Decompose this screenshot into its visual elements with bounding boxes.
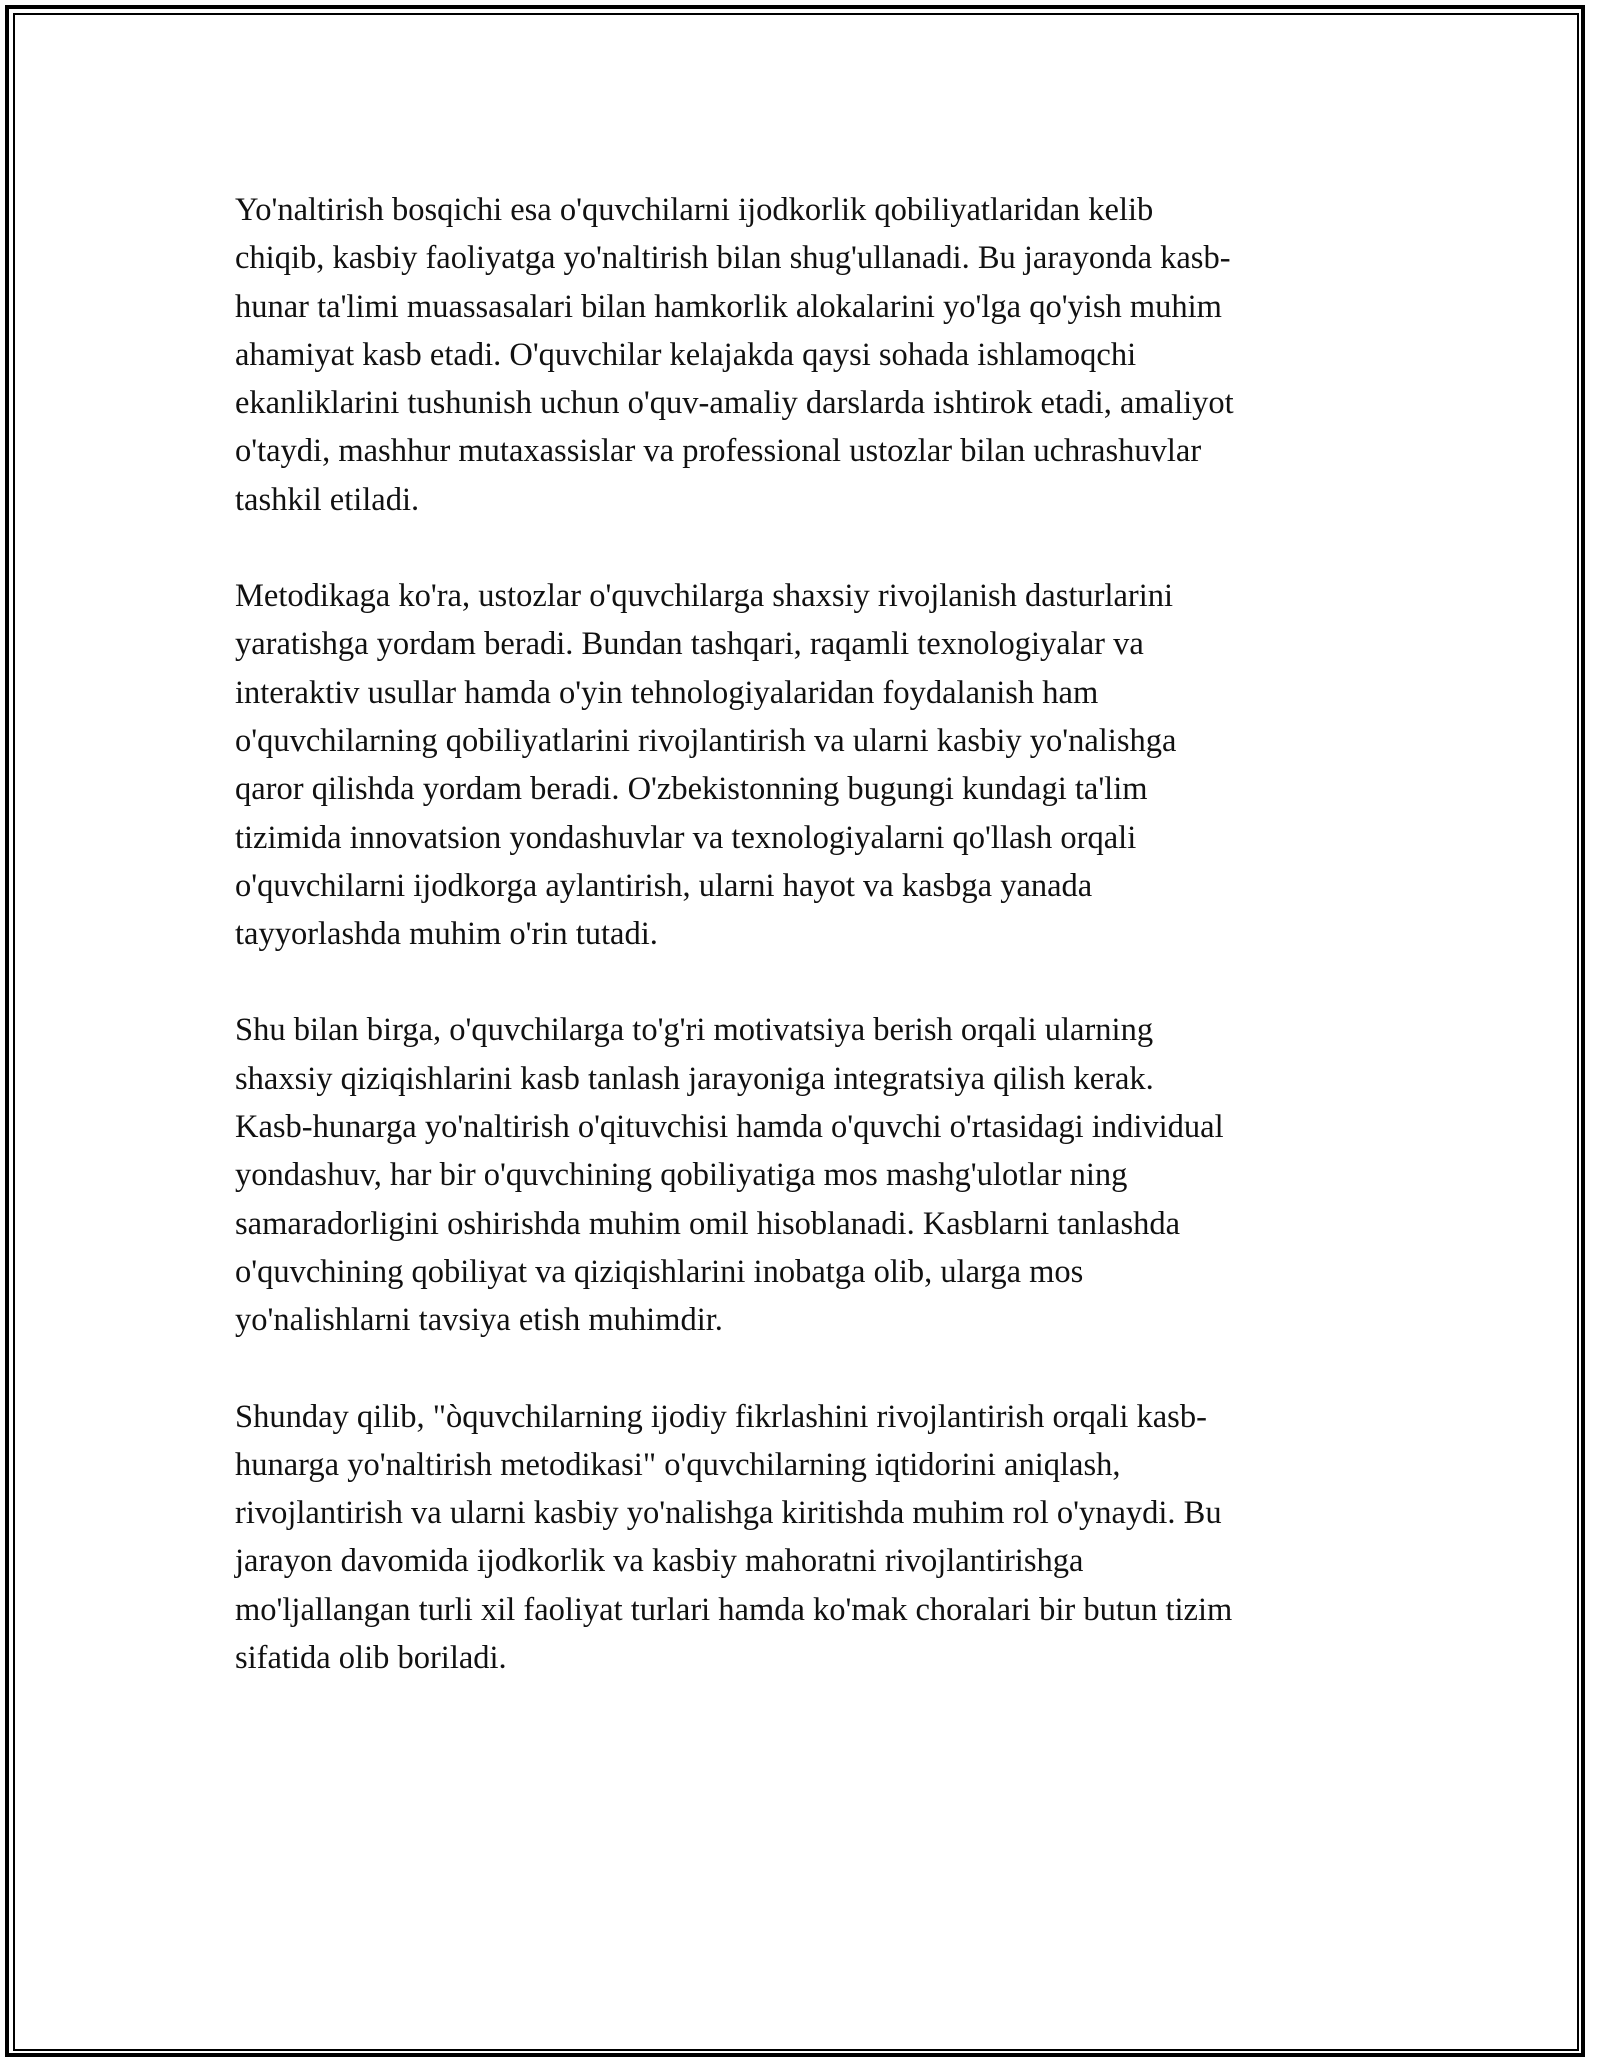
paragraph-1: Yo'naltirish bosqichi esa o'quvchilarni ijodkorlik qobiliyatlaridan kelib chiqib, kasbiy faoliyatga yo'naltirish bilan shug'ullanadi. Bu jarayonda kasb- hunar ta'limi muassasalari bilan hamkorlik alokalarini yo'lga qo'yish muhim ahamiyat kasb etadi. O'quvchilar kelajakda qaysi sohada ishlamoqchi ekanliklarini tushunish uchun o'quv-amaliy darslarda ishtirok etadi, amaliyot o'taydi, mashhur mutaxassislar va professional ustozlar bilan uchrashuvlar tashkil etiladi.: [235, 192, 1234, 518]
paragraph-4: Shunday qilib, "òquvchilarning ijodiy fikrlashini rivojlantirish orqali kasb- hunarga yo'naltirish metodikasi" o'quvchilarning iqtidorini aniqlash, rivojlantirish va ularni kasbiy yo'nalishga kiritishda muhim rol o'ynaydi. Bu jarayon davomida ijodkorlik va kasbiy mahoratni rivojlantirishga mo'ljallangan turli xil faoliyat turlari hamda ko'mak choralari bir butun tizim sifatida olib boriladi.: [235, 1398, 1233, 1677]
paragraph-2: Metodikaga ko'ra, ustozlar o'quvchilarga shaxsiy rivojlanish dasturlarini yaratishga yordam beradi. Bundan tashqari, raqamli texnologiyalar va interaktiv usullar hamda o'yin tehnologiyalaridan foydalanish ham o'quvchilarning qobiliyatlarini rivojlantirish va ularni kasbiy yo'nalishga qaror qilishda yordam beradi. O'zbekistonning bugungi kundagi ta'lim tizimida innovatsion yondashuvlar va texnologiyalarni qo'llash orqali o'quvchilarni ijodkorga aylantirish, ularni hayot va kasbga yanada tayyorlashda muhim o'rin tutadi.: [235, 578, 1177, 953]
document-body: [235, 186, 1370, 1730]
paragraph-3: Shu bilan birga, o'quvchilarga to'g'ri motivatsiya berish orqali ularning shaxsiy qiziqishlarini kasb tanlash jarayoniga integratsiya qilish kerak. Kasb-hunarga yo'naltirish o'qituvchisi hamda o'quvchi o'rtasidagi individual yondashuv, har bir o'quvchining qobiliyatiga mos mashg'ulotlar ning samaradorligini oshirishda muhim omil hisoblanadi. Kasblarni tanlashda o'quvchining qobiliyat va qiziqishlarini inobatga olib, ularga mos yo'nalishlarni tavsiya etish muhimdir.: [235, 1012, 1224, 1339]
